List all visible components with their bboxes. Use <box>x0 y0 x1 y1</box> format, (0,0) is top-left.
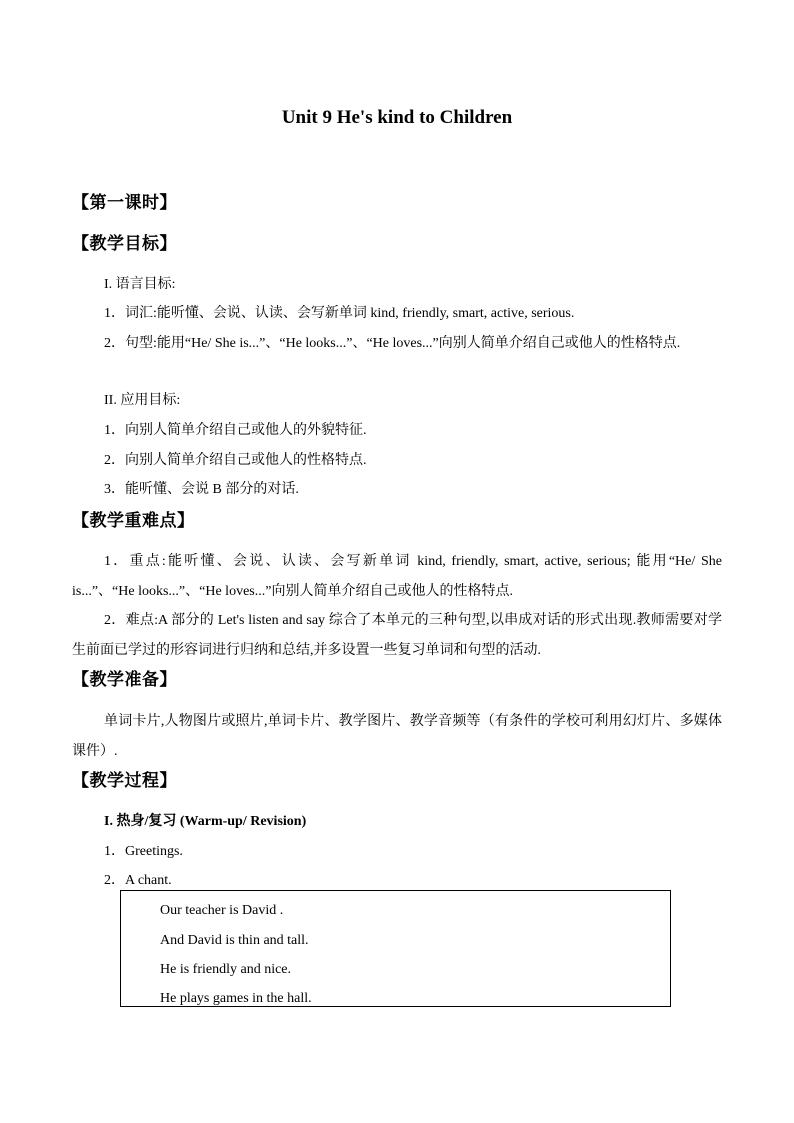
goal-application-3: 3．能听懂、会说 B 部分的对话. <box>104 482 299 497</box>
warmup-heading: I. 热身/复习 (Warm-up/ Revision) <box>104 814 307 829</box>
goal-application-2: 2．向别人简单介绍自己或他人的性格特点. <box>104 453 367 468</box>
document-title: Unit 9 He's kind to Children <box>281 107 513 128</box>
key-point: 1．重点:能听懂、会说、认读、会写新单词 kind, friendly, smart, active, serious; 能用“He/ She is...”、“He looks...”、“He loves...”向别人简单介绍自己或他人的性格特点. <box>72 554 722 599</box>
goal-sentence-pattern: 2．句型:能用“He/ She is...”、“He looks...”、“He loves...”向别人简单介绍自己或他人的性格特点. <box>104 336 681 351</box>
goal-language: I. 语言目标: <box>104 277 176 292</box>
heading-process: 【教学过程】 <box>72 771 177 791</box>
chant-line-1: Our teacher is David . <box>160 903 284 918</box>
heading-lesson: 【第一课时】 <box>72 193 177 213</box>
goal-application-1: 1．向别人简单介绍自己或他人的外貌特征. <box>104 423 367 438</box>
goal-vocabulary: 1．词汇:能听懂、会说、认读、会写新单词 kind, friendly, smart, active, serious. <box>104 306 575 321</box>
step-chant: 2．A chant. <box>104 873 172 888</box>
chant-box <box>120 890 671 1007</box>
chant-line-3: He is friendly and nice. <box>160 962 292 977</box>
difficult-point: 2．难点:A 部分的 Let's listen and say 综合了本单元的三种句型,以串成对话的形式出现.教师需要对学生前面已学过的形容词进行归纳和总结,并多设置一些复习单词和句型的活动. <box>72 613 722 658</box>
heading-teaching-goals: 【教学目标】 <box>72 234 177 254</box>
heading-key-points: 【教学重难点】 <box>72 511 195 531</box>
step-greetings: 1．Greetings. <box>104 844 183 859</box>
goal-application: II. 应用目标: <box>104 393 181 408</box>
preparation-text: 单词卡片,人物图片或照片,单词卡片、教学图片、教学音频等（有条件的学校可利用幻灯片、多媒体课件）. <box>72 714 722 759</box>
chant-line-2: And David is thin and tall. <box>160 933 309 948</box>
heading-preparation: 【教学准备】 <box>72 670 177 690</box>
chant-line-4: He plays games in the hall. <box>160 991 312 1006</box>
